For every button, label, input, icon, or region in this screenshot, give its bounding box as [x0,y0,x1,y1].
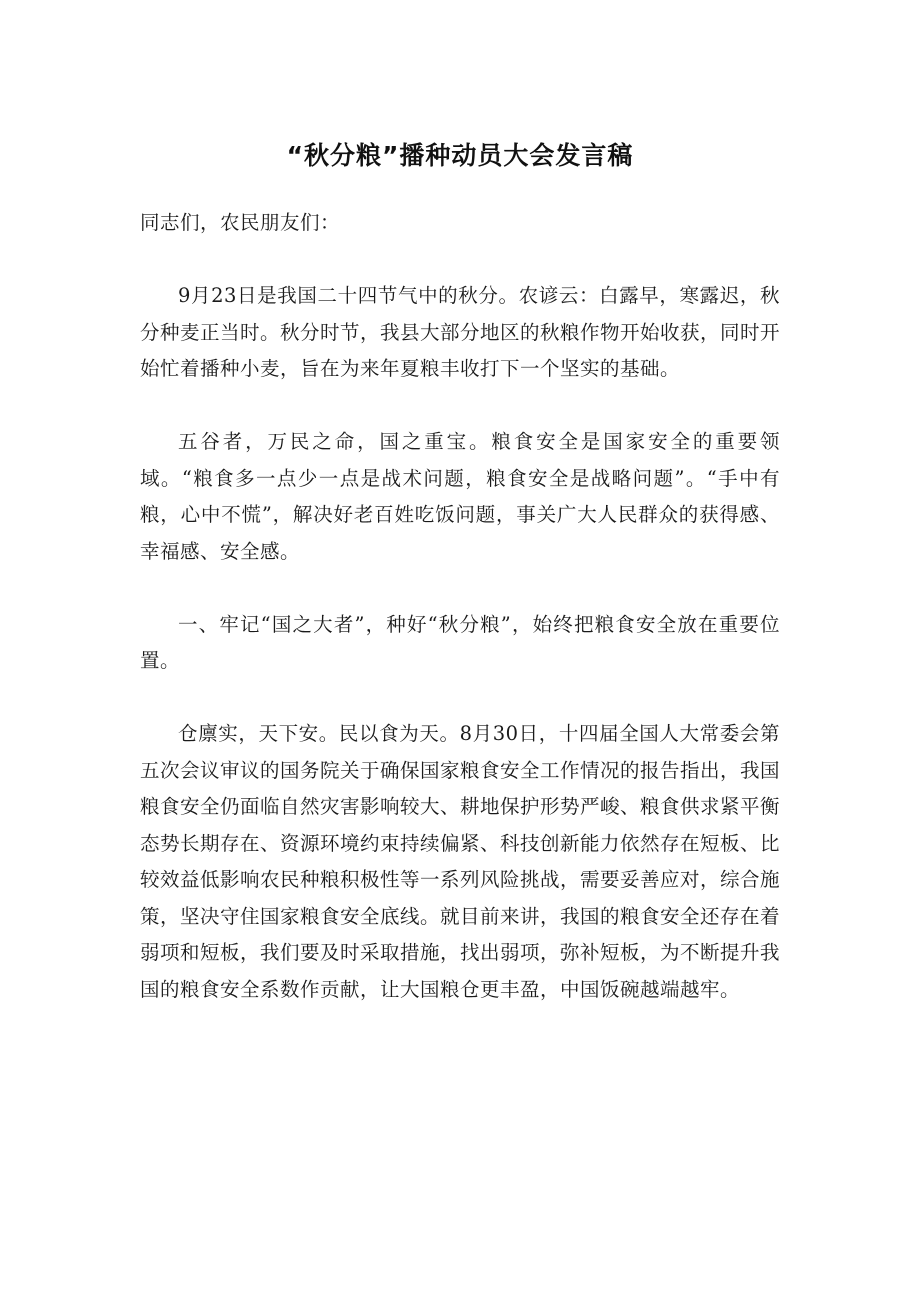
paragraph-grain-importance: 五谷者，万民之命，国之重宝。粮食安全是国家安全的重要领域。“粮食多一点少一点是战术问题，粮食安全是战略问题”。“手中有粮，心中不慌”，解决好老百姓吃饭问题，事关广大人民群众的获得感、幸福感、安全感。 [140,430,780,563]
paragraph-food-security-report: 仓廪实，天下安。民以食为天。8月30日，十四届全国人大常委会第五次会议审议的国务院关于确保国家粮食安全工作情况的报告指出，我国粮食安全仍面临自然灾害影响较大、耕地保护形势严峻、粮食供求紧平衡态势长期存在、资源环境约束持续偏紧、科技创新能力依然存在短板、比较效益低影响农民种粮积极性等一系列风险挑战，需要妥善应对，综合施策，坚决守住国家粮食安全底线。就目前来讲，我国的粮食安全还存在着弱项和短板，我们要及时采取措施，找出弱项，弥补短板，为不断提升我国的粮食安全系数作贡献，让大国粮仓更丰盈，中国饭碗越端越牢。 [140,722,781,1001]
greeting-line: 同志们，农民朋友们： [140,211,341,234]
section-heading-one: 一、牢记“国之大者”，种好“秋分粮”，始终把粮食安全放在重要位置。 [140,612,780,672]
paragraph-autumn-equinox: 9月23日是我国二十四节气中的秋分。农谚云：白露早，寒露迟，秋分种麦正当时。秋分时节，我县大部分地区的秋粮作物开始收获，同时开始忙着播种小麦，旨在为来年夏粮丰收打下一个坚实的基础。 [140,284,781,380]
document-title: “秋分粮”播种动员大会发言稿 [286,141,634,170]
document-body [140,205,780,1045]
